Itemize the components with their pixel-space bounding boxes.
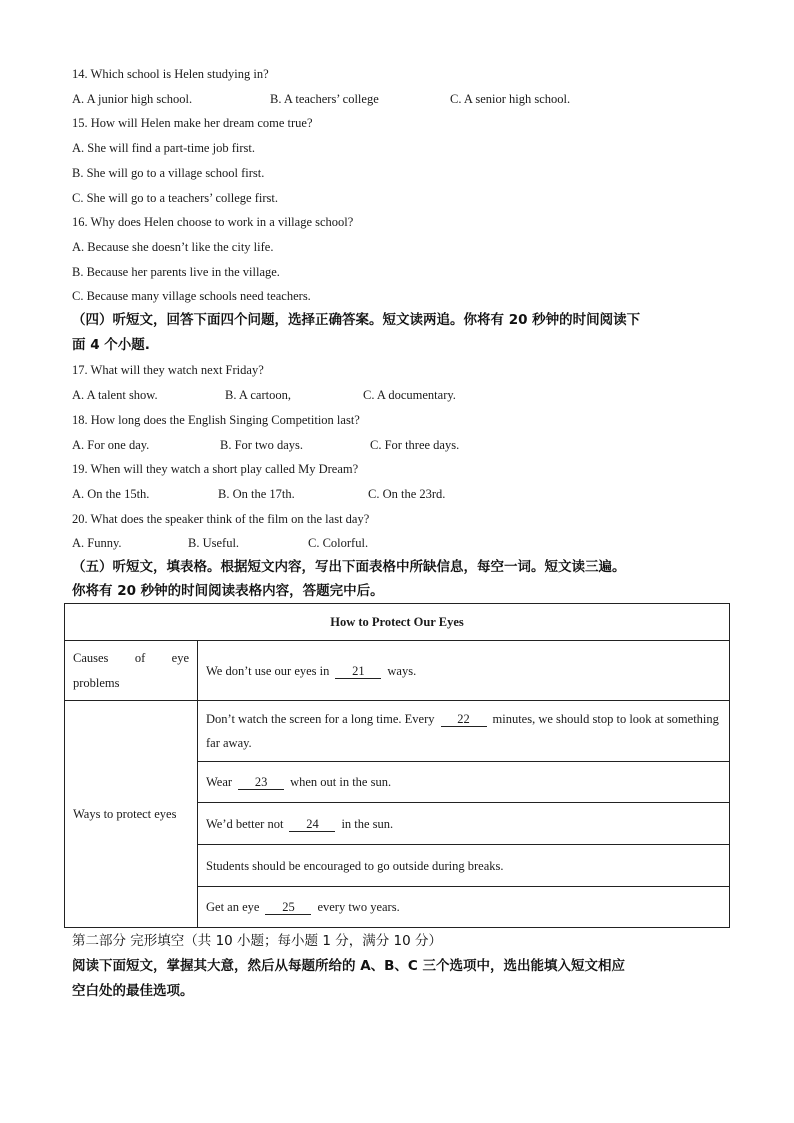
table-header-row (65, 604, 730, 641)
section-5-instructions-line2: 你将有 20 秒钟的时间阅读表格内容，答题完中后。 (72, 583, 384, 599)
answer-blank-25[interactable]: 25 (265, 900, 311, 915)
option-c: C. She will go to a teachers’ college first. (72, 191, 278, 205)
table-cell: Wear 23 when out in the sun. (198, 762, 730, 803)
option-c: C. For three days. (370, 438, 460, 452)
question-14-options (72, 91, 672, 107)
eye-protection-table (64, 603, 730, 928)
ways-label: Ways to protect eyes (65, 701, 198, 928)
question-18-options (72, 437, 672, 453)
option-a: A. Funny. (72, 536, 122, 550)
question-20-options (72, 535, 672, 551)
section-4-instructions-line2: 面 4 个小题. (72, 337, 150, 353)
option-b: B. For two days. (220, 438, 303, 452)
table-row (65, 641, 730, 701)
question-19: 19. When will they watch a short play called My Dream? (72, 462, 359, 476)
answer-blank-22[interactable]: 22 (441, 712, 487, 727)
answer-blank-24[interactable]: 24 (289, 817, 335, 832)
question-18: 18. How long does the English Singing Competition last? (72, 413, 360, 427)
option-a: A. A talent show. (72, 388, 158, 402)
causes-label: Causes of eye problems (65, 641, 198, 701)
section-5-instructions-line1: （五）听短文，填表格。根据短文内容，写出下面表格中所缺信息，每空一词。短文读三遍。 (72, 559, 626, 575)
option-b: B. Because her parents live in the village. (72, 265, 280, 279)
option-a: A. Because she doesn’t like the city life. (72, 240, 274, 254)
part-2-heading: 第二部分 完形填空（共 10 小题；每小题 1 分，满分 10 分） (72, 933, 442, 949)
part-2-instructions-line2: 空白处的最佳选项。 (72, 983, 194, 999)
answer-blank-21[interactable]: 21 (335, 664, 381, 679)
option-b: B. A cartoon, (225, 388, 291, 402)
table-cell: We’d better not 24 in the sun. (198, 803, 730, 845)
option-b: B. A teachers’ college (270, 92, 379, 106)
table-row (65, 701, 730, 762)
table-title: How to Protect Our Eyes (65, 604, 730, 641)
option-c: C. A documentary. (363, 388, 456, 402)
option-c: C. Because many village schools need teachers. (72, 289, 311, 303)
option-a: A. For one day. (72, 438, 150, 452)
table-cell: Students should be encouraged to go outside during breaks. (198, 845, 730, 887)
question-15: 15. How will Helen make her dream come true? (72, 116, 313, 130)
option-a: A. She will find a part-time job first. (72, 141, 255, 155)
option-b: B. On the 17th. (218, 487, 295, 501)
question-16: 16. Why does Helen choose to work in a village school? (72, 215, 354, 229)
question-20: 20. What does the speaker think of the film on the last day? (72, 512, 370, 526)
option-c: C. Colorful. (308, 536, 369, 550)
option-b: B. She will go to a village school first. (72, 166, 265, 180)
option-b: B. Useful. (188, 536, 240, 550)
question-19-options (72, 486, 672, 502)
option-c: C. A senior high school. (450, 92, 571, 106)
table-cell: Get an eye 25 every two years. (198, 887, 730, 928)
table-cell: Don’t watch the screen for a long time. Every 22 minutes, we should stop to look at something far away. (198, 701, 730, 762)
answer-blank-23[interactable]: 23 (238, 775, 284, 790)
part-2-instructions-line1: 阅读下面短文，掌握其大意，然后从每题所给的 A、B、C 三个选项中，选出能填入短文相应 (72, 958, 626, 974)
option-a: A. A junior high school. (72, 92, 193, 106)
option-a: A. On the 15th. (72, 487, 150, 501)
option-c: C. On the 23rd. (368, 487, 446, 501)
question-14: 14. Which school is Helen studying in? (72, 67, 269, 81)
table-cell: We don’t use our eyes in 21 ways. (198, 641, 730, 701)
question-17-options (72, 387, 672, 403)
question-17: 17. What will they watch next Friday? (72, 363, 264, 377)
section-4-instructions-line1: （四）听短文，回答下面四个问题，选择正确答案。短文读两追。你将有 20 秒钟的时间阅读下 (72, 312, 641, 328)
